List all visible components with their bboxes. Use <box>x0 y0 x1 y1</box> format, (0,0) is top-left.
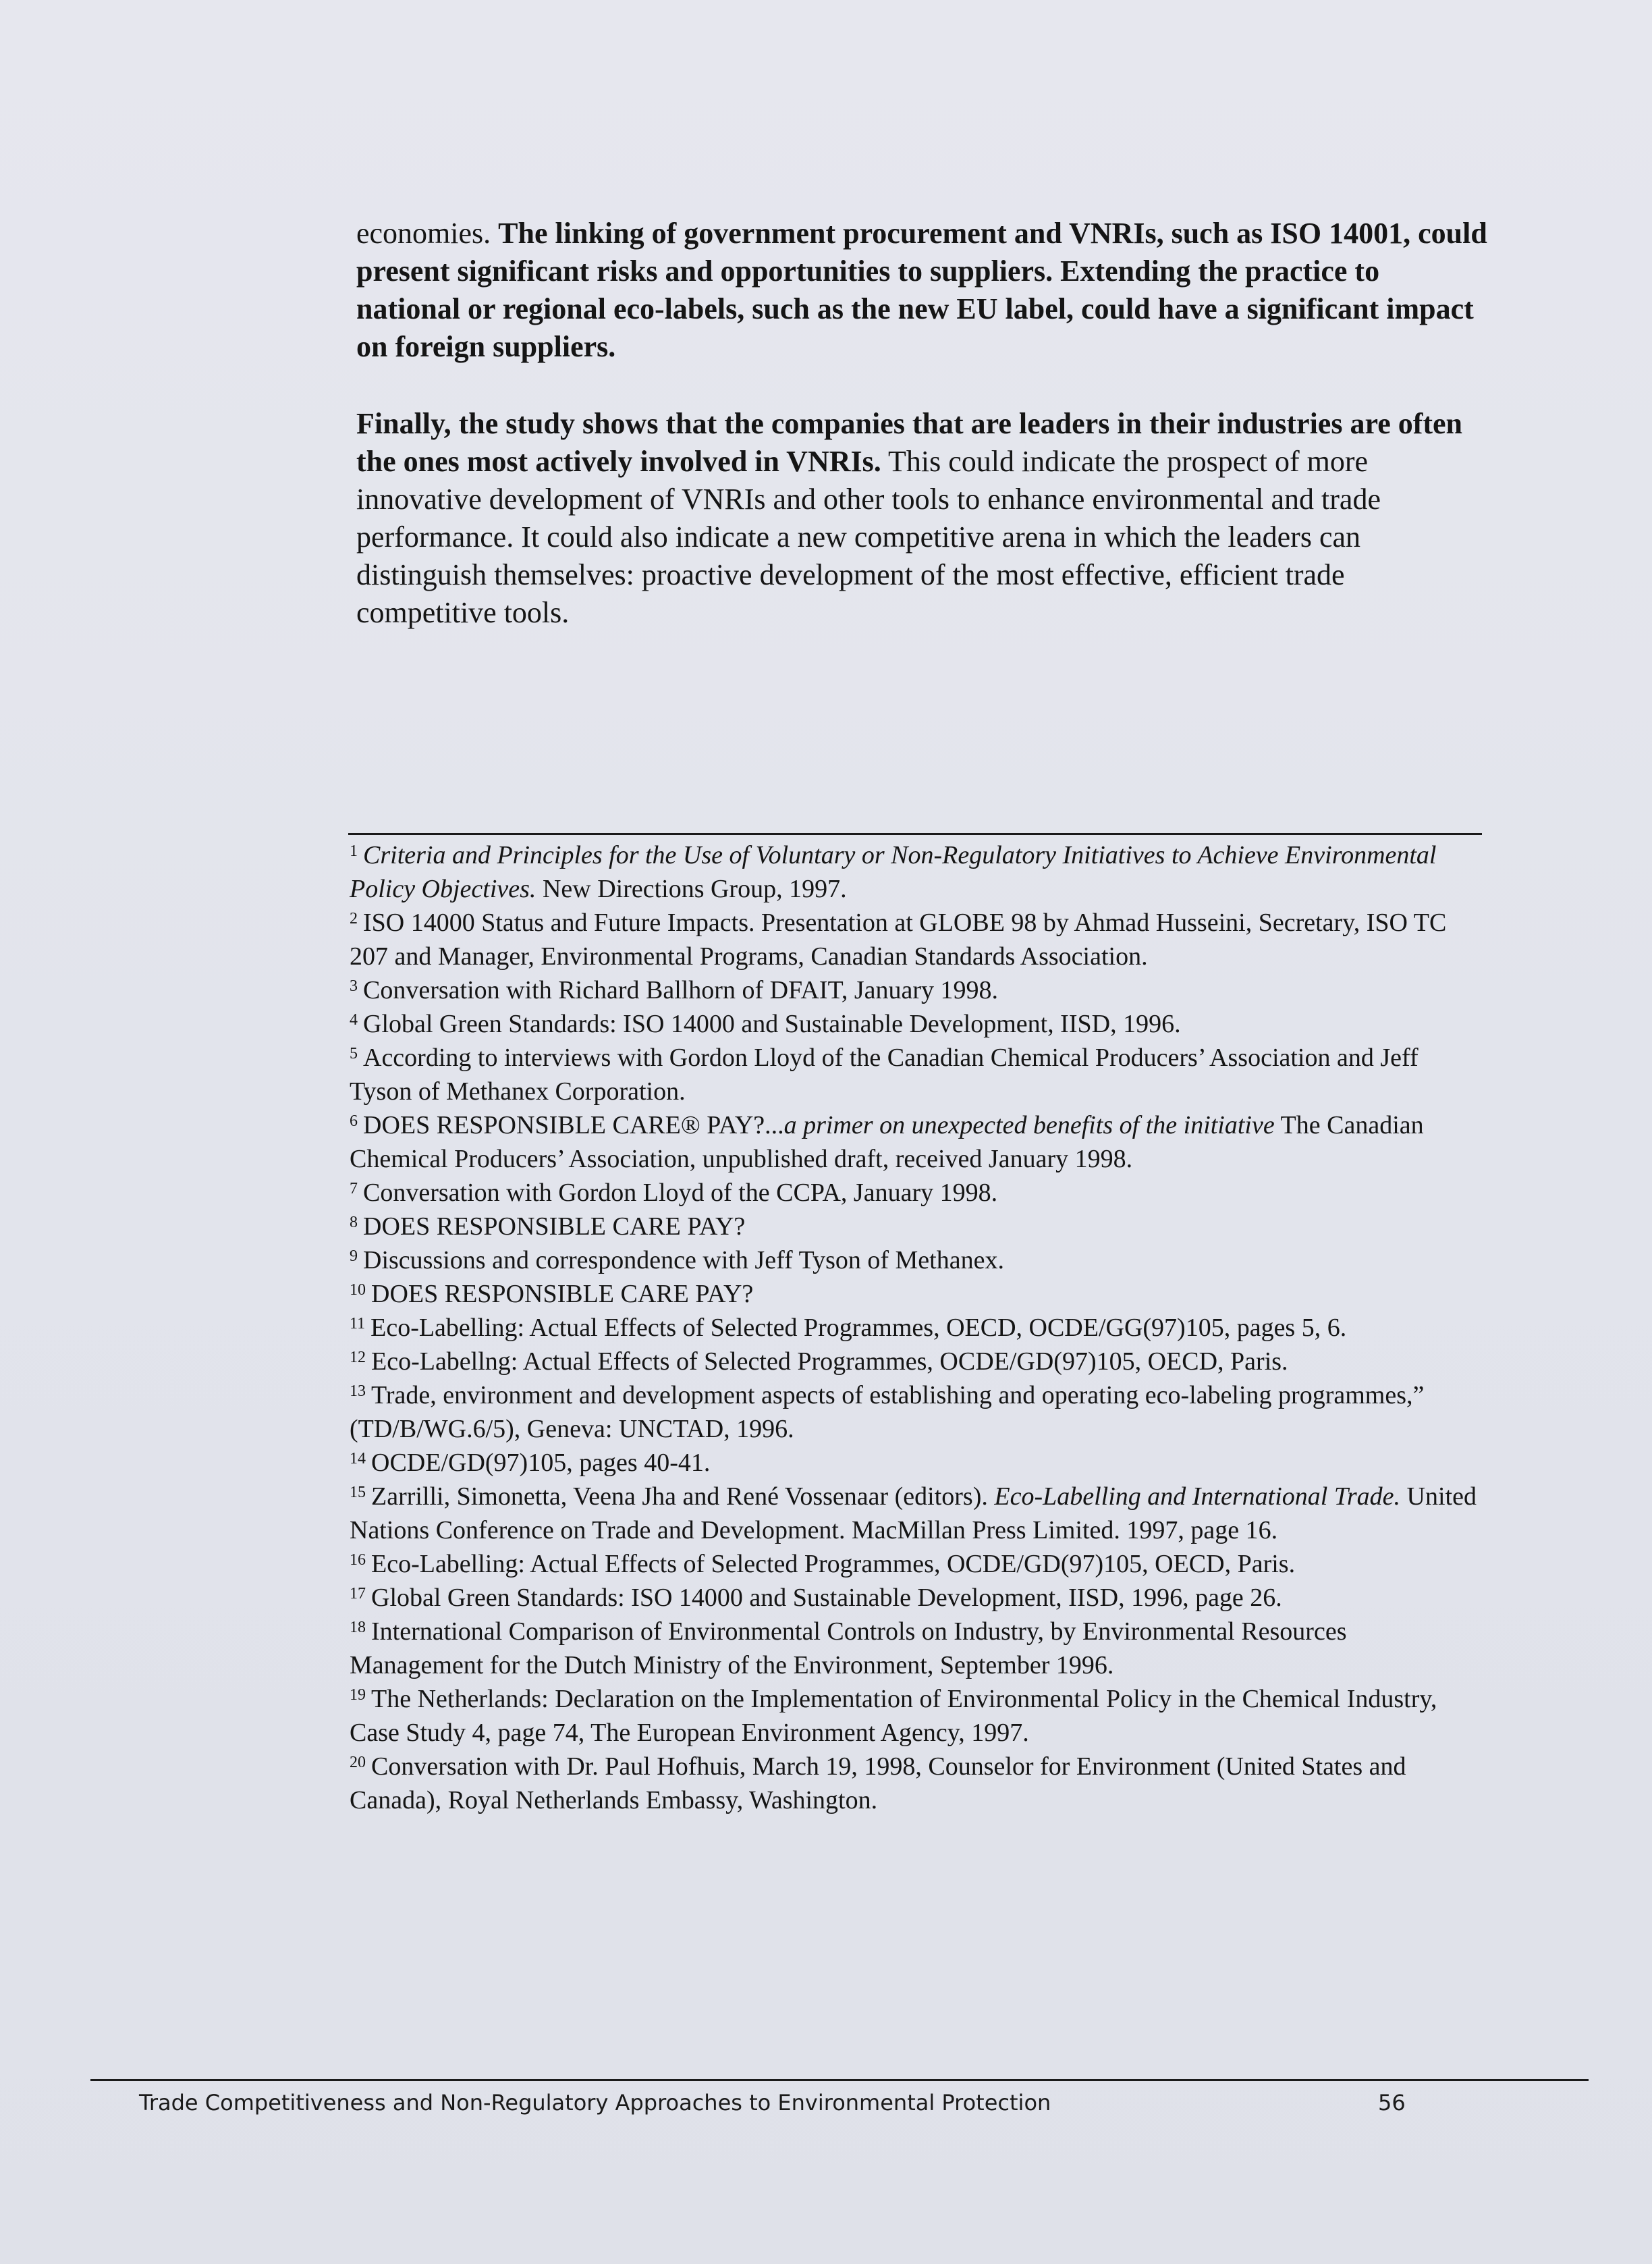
footnote-15 <box>350 1480 1483 1547</box>
footnote-4 <box>350 1007 1483 1041</box>
page-number: 56 <box>1378 2090 1406 2115</box>
footnote-12 <box>350 1345 1483 1378</box>
footnote-text: OCDE/GD(97)105, pages 40-41. <box>371 1449 711 1477</box>
footnote-18 <box>350 1615 1483 1682</box>
footer-title: Trade Competitiveness and Non-Regulatory Approaches to Environmental Protection <box>139 2090 1051 2115</box>
footnote-text: Eco-Labellng: Actual Effects of Selected Programmes, OCDE/GD(97)105, OECD, Paris. <box>371 1347 1288 1376</box>
footnote-10 <box>350 1277 1483 1311</box>
footnote-text: Eco-Labelling: Actual Effects of Selected Programmes, OCDE/GD(97)105, OECD, Paris. <box>371 1550 1296 1578</box>
footnote-1 <box>350 838 1483 906</box>
footnote-number: 11 <box>350 1315 366 1332</box>
footnote-text: Eco-Labelling and International Trade. <box>994 1482 1401 1511</box>
p1-run-1: The linking of government procurement and VNRIs, such as ISO 14001, could present significant risks and opportunities to suppliers. Extending the practice to national or regional eco-labels, such as the new EU label, could have a significant impact on foreign suppliers. <box>356 217 1487 363</box>
footnote-8 <box>350 1210 1483 1243</box>
footnote-text: DOES RESPONSIBLE CARE PAY? <box>363 1212 746 1241</box>
footnote-2 <box>350 906 1483 973</box>
footnote-5 <box>350 1041 1483 1108</box>
footnote-text: International Comparison of Environmental Controls on Industry, by Environmental Resources Management for the Dutch Ministry of the Environment, September 1996. <box>350 1617 1347 1679</box>
footnote-number: 16 <box>350 1551 366 1569</box>
body-text <box>356 215 1490 671</box>
footnote-text: DOES RESPONSIBLE CARE PAY? <box>371 1280 754 1308</box>
footnote-3 <box>350 973 1483 1007</box>
footnote-text: Discussions and correspondence with Jeff Tyson of Methanex. <box>363 1246 1004 1274</box>
footnote-number: 10 <box>350 1281 366 1299</box>
footnote-text: Zarrilli, Simonetta, Veena Jha and René Vossenaar (editors). <box>371 1482 995 1511</box>
p2-run-0: Finally, the study shows that the companies that are leaders in their industries are often the ones most actively involved in VNRIs. <box>356 407 1463 478</box>
footnote-number: 17 <box>350 1585 366 1602</box>
footnotes <box>350 838 1483 1817</box>
footnote-text: Conversation with Gordon Lloyd of the CCPA, January 1998. <box>363 1179 998 1207</box>
footnote-number: 9 <box>350 1247 358 1265</box>
footnote-text: United Nations Conference on Trade and Development. MacMillan Press Limited. 1997, page 16. <box>350 1482 1477 1544</box>
footnote-number: 18 <box>350 1619 366 1636</box>
footnote-number: 15 <box>350 1484 366 1501</box>
p1-run-0: economies. <box>356 217 499 250</box>
footnote-text: ISO 14000 Status and Future Impacts. Presentation at GLOBE 98 by Ahmad Husseini, Secretary, ISO TC 207 and Manager, Environmental Programs, Canadian Standards Association. <box>350 909 1447 971</box>
footnote-number: 4 <box>350 1011 358 1029</box>
footnote-7 <box>350 1176 1483 1210</box>
footnote-number: 14 <box>350 1450 366 1467</box>
footnote-number: 7 <box>350 1180 358 1197</box>
footnote-17 <box>350 1581 1483 1615</box>
footnote-text: Trade, environment and development aspects of establishing and operating eco-labeling programmes,” (TD/B/WG.6/5), Geneva: UNCTAD, 1996. <box>350 1381 1425 1443</box>
footnote-text: The Canadian Chemical Producers’ Association, unpublished draft, received January 1998. <box>350 1111 1424 1173</box>
paragraph-1 <box>356 215 1490 366</box>
footnote-separator <box>348 833 1482 835</box>
footnote-text: According to interviews with Gordon Lloyd of the Canadian Chemical Producers’ Association and Jeff Tyson of Methanex Corporation. <box>350 1044 1419 1106</box>
footnote-text: Eco-Labelling: Actual Effects of Selected Programmes, OECD, OCDE/GG(97)105, pages 5, 6. <box>370 1314 1347 1342</box>
footnote-11 <box>350 1311 1483 1345</box>
footnote-text: a primer on unexpected benefits of the initiative <box>783 1111 1275 1139</box>
paragraph-2 <box>356 405 1490 632</box>
footnote-text: Conversation with Richard Ballhorn of DFAIT, January 1998. <box>363 976 999 1004</box>
footnote-text: Conversation with Dr. Paul Hofhuis, March 19, 1998, Counselor for Environment (United States and Canada), Royal Netherlands Embassy, Washington. <box>350 1752 1406 1814</box>
footnote-text: Global Green Standards: ISO 14000 and Sustainable Development, IISD, 1996. <box>363 1010 1181 1038</box>
footnote-number: 6 <box>350 1112 358 1130</box>
footnote-number: 19 <box>350 1686 366 1704</box>
footnote-number: 5 <box>350 1045 358 1062</box>
footnote-16 <box>350 1547 1483 1581</box>
footnote-number: 12 <box>350 1349 366 1366</box>
footnote-number: 1 <box>350 842 358 860</box>
footnote-text: Global Green Standards: ISO 14000 and Sustainable Development, IISD, 1996, page 26. <box>371 1584 1282 1612</box>
footnote-20 <box>350 1750 1483 1817</box>
footnote-text: DOES RESPONSIBLE CARE® PAY?... <box>363 1111 784 1139</box>
footnote-text: Criteria and Principles for the Use of Voluntary or Non-Regulatory Initiatives to Achieve Environmental Policy Objectives. <box>350 841 1437 903</box>
footnote-number: 8 <box>350 1214 358 1231</box>
footnote-number: 3 <box>350 977 358 995</box>
footer-separator <box>90 2079 1589 2081</box>
footnote-14 <box>350 1446 1483 1480</box>
footnote-13 <box>350 1378 1483 1446</box>
footnote-text: The Netherlands: Declaration on the Implementation of Environmental Policy in the Chemical Industry, Case Study 4, page 74, The European Environment Agency, 1997. <box>350 1685 1437 1747</box>
footnote-number: 13 <box>350 1382 366 1400</box>
footnote-9 <box>350 1243 1483 1277</box>
footnote-text: New Directions Group, 1997. <box>536 875 847 903</box>
footnote-number: 20 <box>350 1754 366 1771</box>
footnote-6 <box>350 1108 1483 1176</box>
footnote-19 <box>350 1682 1483 1750</box>
footnote-number: 2 <box>350 910 358 927</box>
p2-run-1: This could indicate the prospect of more innovative development of VNRIs and other tools to enhance environmental and trade performance. It could also indicate a new competitive arena in which the leaders can distinguish themselves: proactive development of the most effective, efficient trade competitive tools. <box>356 445 1381 629</box>
